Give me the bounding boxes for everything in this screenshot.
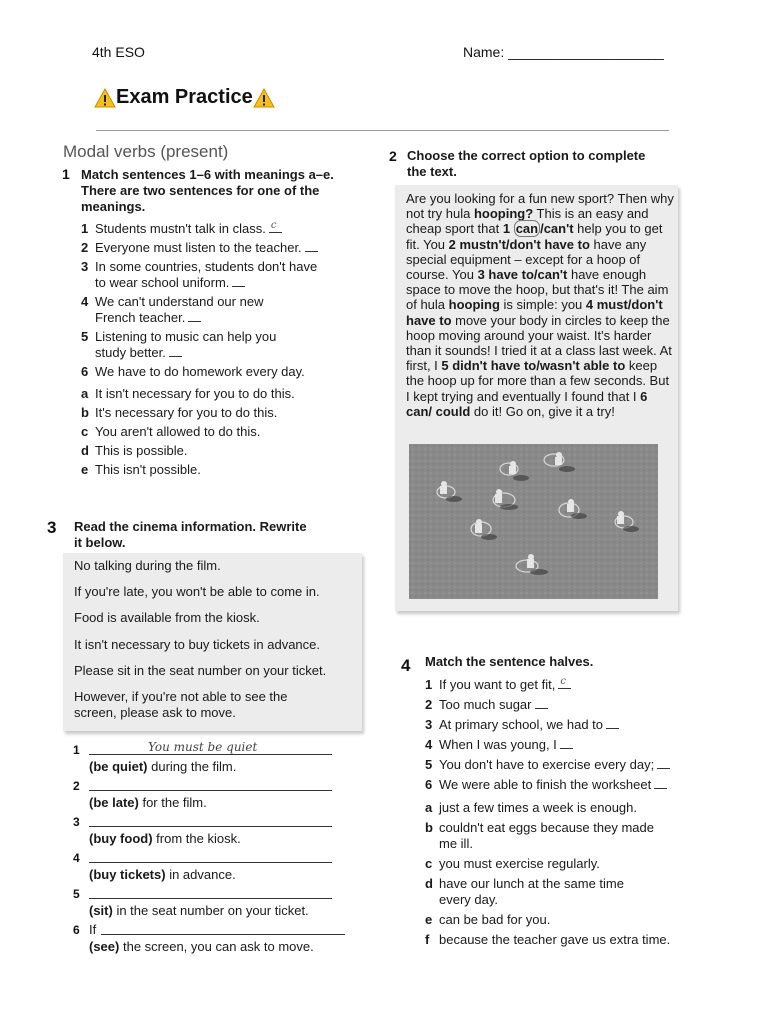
item-text: Students mustn't talk in class. bbox=[95, 221, 266, 236]
verb-cue: (see) bbox=[89, 939, 120, 954]
rewrite-prompt bbox=[89, 939, 314, 954]
notice-line: Food is available from the kiosk. bbox=[74, 610, 260, 625]
item-text: couldn't eat eggs because they made bbox=[439, 820, 654, 835]
rewrite-prompt bbox=[89, 831, 241, 846]
header-divider bbox=[96, 130, 669, 131]
answer-text: c bbox=[270, 220, 277, 231]
rewrite-number: 5 bbox=[73, 887, 80, 901]
answer-blank[interactable] bbox=[654, 777, 667, 789]
rewrite-answer-line[interactable] bbox=[89, 898, 332, 899]
rewrite-answer-line[interactable] bbox=[89, 862, 332, 863]
rewrite-number: 1 bbox=[73, 743, 80, 757]
page-title-text: Exam Practice bbox=[116, 86, 253, 108]
q2-text-box bbox=[395, 185, 678, 611]
item-text: can be bad for you. bbox=[439, 912, 551, 927]
rewrite-answer-line[interactable] bbox=[89, 826, 332, 827]
item-letter: b bbox=[425, 820, 433, 835]
rewrite-number: 3 bbox=[73, 815, 80, 829]
list-item bbox=[425, 856, 725, 872]
q4-number: 4 bbox=[401, 656, 411, 675]
answer-blank[interactable] bbox=[169, 345, 182, 357]
hula-hoop-photo bbox=[409, 444, 658, 599]
rewrite-answer-line[interactable] bbox=[89, 754, 332, 755]
prompt-line: it below. bbox=[74, 535, 126, 550]
prompt-line: the text. bbox=[407, 164, 457, 179]
rewrite-prefix: If bbox=[89, 922, 97, 937]
item-text: At primary school, we had to bbox=[439, 717, 604, 732]
q4-list bbox=[425, 677, 725, 948]
q1-prompt bbox=[81, 167, 361, 215]
notice-line: Please sit in the seat number on your ticket. bbox=[74, 663, 327, 678]
item-text: This isn't possible. bbox=[95, 462, 201, 477]
prompt-line: Match sentences 1–6 with meanings a–e. bbox=[81, 167, 334, 182]
item-text: Listening to music can help you bbox=[95, 329, 277, 344]
q1-number: 1 bbox=[62, 166, 70, 182]
rewrite-prompt bbox=[89, 759, 236, 774]
cinema-info-box bbox=[63, 553, 362, 731]
list-item bbox=[81, 424, 371, 440]
prompt-line: There are two sentences for one of the bbox=[81, 183, 320, 198]
item-number: 3 bbox=[425, 717, 433, 732]
list-item bbox=[425, 932, 725, 948]
page-title bbox=[94, 86, 275, 109]
rewrite-rest: for the film. bbox=[138, 795, 207, 810]
rewrite-number: 2 bbox=[73, 779, 80, 793]
item-letter: e bbox=[81, 462, 89, 477]
answer-blank[interactable] bbox=[535, 697, 548, 709]
list-item bbox=[425, 757, 725, 773]
item-number: 6 bbox=[81, 364, 89, 379]
item-letter: b bbox=[81, 405, 89, 420]
item-letter: a bbox=[81, 386, 89, 401]
rewrite-prompt bbox=[89, 795, 207, 810]
item-letter: c bbox=[425, 856, 433, 871]
notice-line: If you're late, you won't be able to come in. bbox=[74, 584, 320, 599]
item-text: just a few times a week is enough. bbox=[439, 800, 637, 815]
list-item bbox=[425, 876, 725, 908]
list-item bbox=[425, 717, 725, 733]
item-letter: a bbox=[425, 800, 433, 815]
verb-cue: (be quiet) bbox=[89, 759, 148, 774]
class-label: 4th ESO bbox=[92, 44, 145, 60]
q3-number: 3 bbox=[47, 518, 57, 537]
item-text: We have to do homework every day. bbox=[95, 364, 305, 379]
verb-cue: (buy food) bbox=[89, 831, 153, 846]
q2-paragraph: Are you looking for a fun new sport? Then why not try hula hooping? This is an easy and cheap sport that 1 can /can't help you to get fit. You 2 mustn't/don't have to have any special equipment – except for a hoop of course. You 3 have to/can't have enough space to move the hoop, but that's it! The aim of hula hooping is simple: you 4 must/don't have to move your body in circles to keep the hoop moving around your waist. It's harder than it sounds! I tried it at a class last week. At first, I 5 didn't have to/wasn't able to keep the hoop up for more than a few seconds. But I kept trying and eventually I found that I 6 can/ could do it! Go on, give it a try! bbox=[406, 191, 674, 419]
list-item bbox=[425, 820, 725, 852]
item-letter: f bbox=[425, 932, 430, 947]
item-text: study better. bbox=[95, 345, 166, 360]
list-item bbox=[81, 221, 371, 237]
prompt-line: meanings. bbox=[81, 199, 146, 214]
item-number: 1 bbox=[425, 677, 433, 692]
rewrite-rest: during the film. bbox=[147, 759, 237, 774]
answer-blank[interactable] bbox=[606, 717, 619, 729]
item-number: 3 bbox=[81, 259, 89, 274]
item-text: You aren't allowed to do this. bbox=[95, 424, 261, 439]
rewrite-prompt bbox=[89, 867, 236, 882]
item-text: Everyone must listen to the teacher. bbox=[95, 240, 302, 255]
handwritten-answer: You must be quiet bbox=[148, 740, 258, 754]
verb-cue: (sit) bbox=[89, 903, 113, 918]
notice-line: However, if you're not able to see the bbox=[74, 689, 288, 704]
answer-blank[interactable] bbox=[269, 221, 282, 233]
answer-blank[interactable] bbox=[305, 240, 318, 252]
answer-blank[interactable] bbox=[232, 275, 245, 287]
prompt-line: Read the cinema information. Rewrite bbox=[74, 519, 307, 534]
item-number: 1 bbox=[81, 221, 89, 236]
rewrite-number: 6 bbox=[73, 923, 80, 937]
item-number: 2 bbox=[425, 697, 433, 712]
item-number: 5 bbox=[425, 757, 433, 772]
item-number: 2 bbox=[81, 240, 89, 255]
item-text: every day. bbox=[439, 892, 499, 907]
rewrite-rest: in advance. bbox=[165, 867, 236, 882]
list-item bbox=[425, 777, 725, 793]
rewrite-number: 4 bbox=[73, 851, 80, 865]
notice-line: screen, please ask to move. bbox=[74, 705, 236, 720]
item-text: It isn't necessary for you to do this. bbox=[95, 386, 295, 401]
list-item bbox=[81, 364, 371, 380]
rewrite-prompt bbox=[89, 903, 309, 918]
answer-blank[interactable] bbox=[558, 677, 571, 689]
q4-prompt: Match the sentence halves. bbox=[425, 654, 594, 669]
answer-text: c bbox=[560, 676, 566, 687]
item-text: have our lunch at the same time bbox=[439, 876, 624, 891]
item-text: French teacher. bbox=[95, 310, 186, 325]
list-item bbox=[425, 737, 725, 753]
item-text: Too much sugar bbox=[439, 697, 532, 712]
item-text: We can't understand our new bbox=[95, 294, 264, 309]
warning-icon bbox=[253, 87, 275, 109]
item-letter: d bbox=[425, 876, 433, 891]
answer-blank[interactable] bbox=[188, 310, 201, 322]
item-number: 4 bbox=[81, 294, 89, 309]
item-text: you must exercise regularly. bbox=[439, 856, 600, 871]
q1-sentence-list bbox=[81, 221, 371, 478]
list-item bbox=[81, 329, 371, 361]
list-item bbox=[425, 800, 725, 816]
verb-cue: (be late) bbox=[89, 795, 139, 810]
q2-number: 2 bbox=[389, 148, 397, 164]
item-text: When I was young, I bbox=[439, 737, 557, 752]
name-field[interactable]: Name: ____________________ bbox=[463, 44, 664, 60]
item-text: If you want to get fit, bbox=[439, 677, 556, 692]
list-item bbox=[81, 462, 371, 478]
notice-line: It isn't necessary to buy tickets in advance. bbox=[74, 637, 320, 652]
q3-prompt bbox=[74, 519, 334, 551]
list-item bbox=[425, 912, 725, 928]
item-number: 6 bbox=[425, 777, 433, 792]
item-text: to wear school uniform. bbox=[95, 275, 230, 290]
item-text: We were able to finish the worksheet bbox=[439, 777, 652, 792]
rewrite-answer-line[interactable] bbox=[89, 790, 332, 791]
warning-icon bbox=[94, 87, 116, 109]
q2-prompt bbox=[407, 148, 667, 180]
item-number: 4 bbox=[425, 737, 433, 752]
item-text: This is possible. bbox=[95, 443, 188, 458]
notice-line: No talking during the film. bbox=[74, 558, 221, 573]
item-text: It's necessary for you to do this. bbox=[95, 405, 278, 420]
list-item bbox=[81, 386, 371, 402]
rewrite-rest: from the kiosk. bbox=[152, 831, 241, 846]
answer-blank[interactable] bbox=[657, 757, 670, 769]
item-text: me ill. bbox=[439, 836, 473, 851]
item-letter: c bbox=[81, 424, 89, 439]
rewrite-answer-line[interactable] bbox=[101, 934, 345, 935]
item-text: because the teacher gave us extra time. bbox=[439, 932, 671, 947]
item-text: In some countries, students don't have bbox=[95, 259, 318, 274]
list-item bbox=[81, 240, 371, 256]
list-item bbox=[81, 259, 371, 291]
answer-blank[interactable] bbox=[560, 737, 573, 749]
section-title: Modal verbs (present) bbox=[63, 142, 229, 161]
item-letter: e bbox=[425, 912, 433, 927]
rewrite-rest: the screen, you can ask to move. bbox=[119, 939, 314, 954]
verb-cue: (buy tickets) bbox=[89, 867, 166, 882]
list-item bbox=[81, 294, 371, 326]
item-number: 5 bbox=[81, 329, 89, 344]
list-item bbox=[81, 405, 371, 421]
list-item bbox=[425, 677, 725, 693]
rewrite-rest: in the seat number on your ticket. bbox=[112, 903, 309, 918]
list-item bbox=[425, 697, 725, 713]
prompt-line: Choose the correct option to complete bbox=[407, 148, 646, 163]
list-item bbox=[81, 443, 371, 459]
item-letter: d bbox=[81, 443, 89, 458]
item-text: You don't have to exercise every day; bbox=[439, 757, 655, 772]
